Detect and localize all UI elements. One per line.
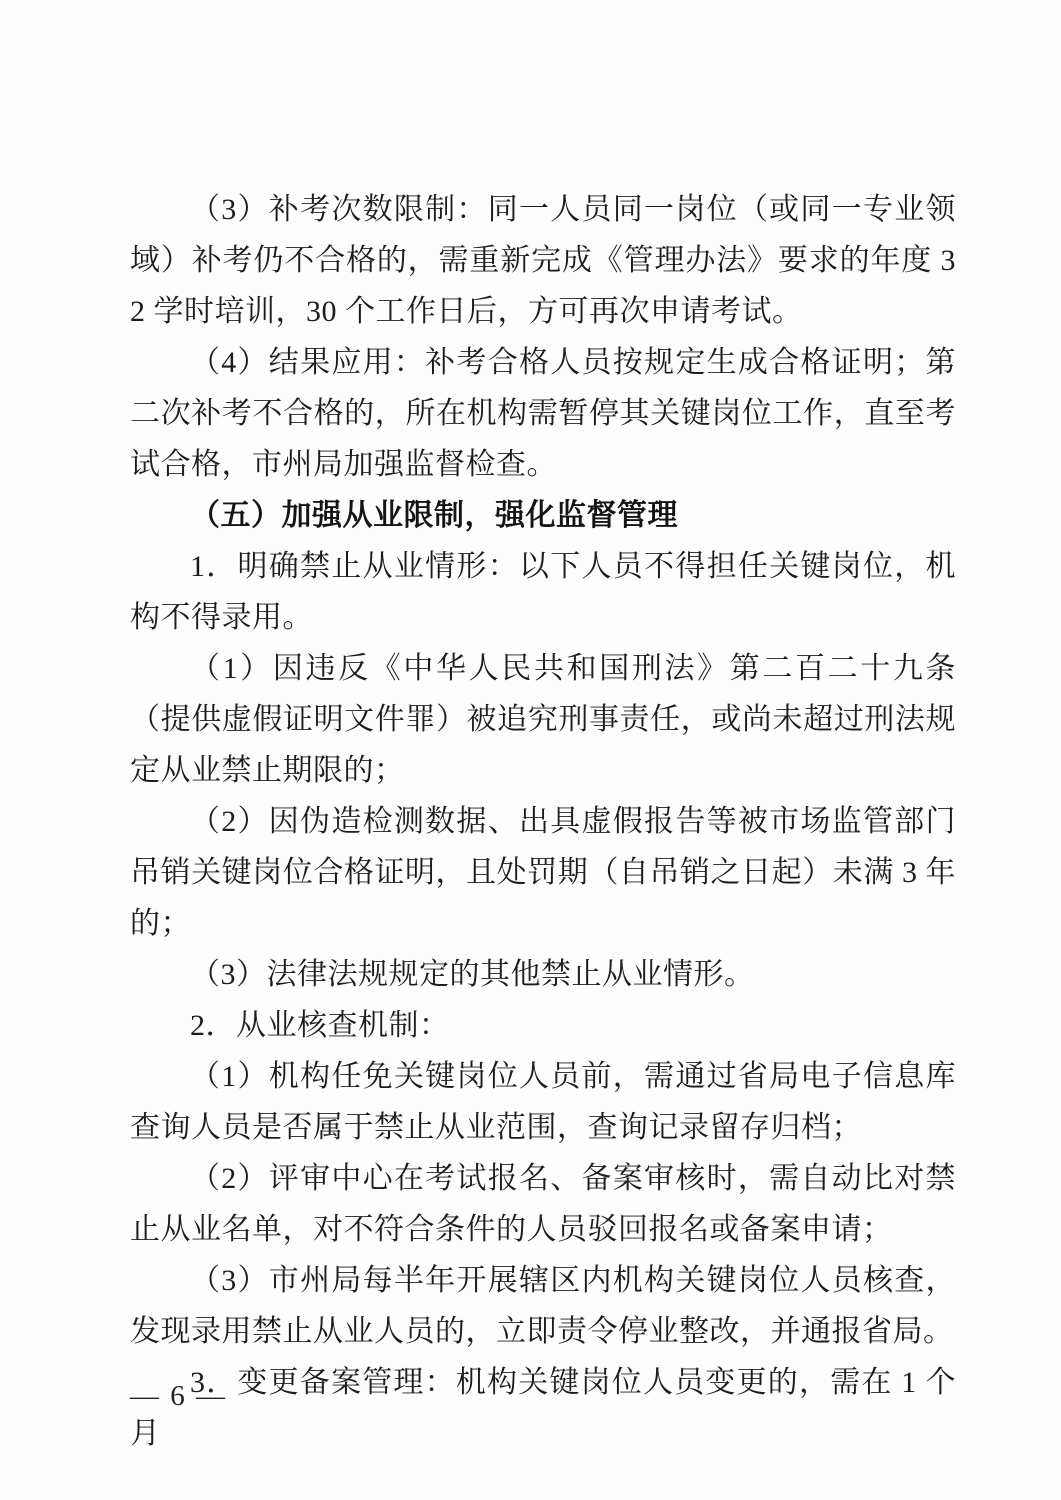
page-number: — 6 —	[130, 1380, 227, 1412]
paragraph: （4）结果应用：补考合格人员按规定生成合格证明；第二次补考不合格的，所在机构需暂停其关键岗位工作，直至考试合格，市州局加强监督检查。	[130, 346, 956, 481]
paragraph: （2）因伪造检测数据、出具虚假报告等被市场监管部门吊销关键岗位合格证明，且处罚期（自吊销之日起）未满 3 年的；	[130, 805, 956, 940]
paragraph: （3）补考次数限制：同一人员同一岗位（或同一专业领域）补考仍不合格的，需重新完成《管理办法》要求的年度 32 学时培训，30 个工作日后，方可再次申请考试。	[130, 193, 956, 328]
paragraph: （1）因违反《中华人民共和国刑法》第二百二十九条（提供虚假证明文件罪）被追究刑事责任，或尚未超过刑法规定从业禁止期限的；	[130, 652, 956, 787]
paragraph: （2）评审中心在考试报名、备案审核时，需自动比对禁止从业名单，对不符合条件的人员驳回报名或备案申请；	[130, 1162, 956, 1246]
paragraph: 1．明确禁止从业情形：以下人员不得担任关键岗位，机构不得录用。	[130, 550, 956, 634]
document-body	[130, 184, 956, 1459]
paragraph: （3）市州局每半年开展辖区内机构关键岗位人员核查，发现录用禁止从业人员的，立即责令停业整改，并通报省局。	[130, 1264, 956, 1348]
paragraph: 2．从业核查机制：	[190, 1009, 450, 1042]
section-heading: （五）加强从业限制，强化监督管理	[190, 499, 678, 532]
paragraph: 3．变更备案管理：机构关键岗位人员变更的，需在 1 个月	[130, 1366, 956, 1450]
paragraph: （3）法律法规规定的其他禁止从业情形。	[190, 958, 755, 991]
paragraph: （1）机构任免关键岗位人员前，需通过省局电子信息库查询人员是否属于禁止从业范围，查询记录留存归档；	[130, 1060, 956, 1144]
